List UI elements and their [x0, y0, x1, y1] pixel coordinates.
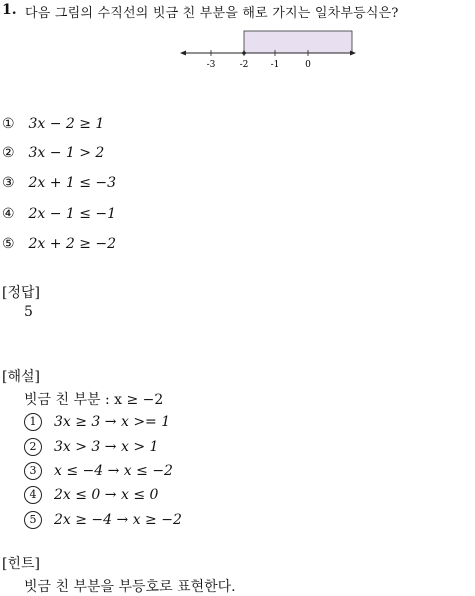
arrow-right-icon — [350, 51, 356, 56]
option-mark: ② — [2, 145, 15, 161]
solution-text: 3x > 3 → x > 1 — [54, 439, 159, 455]
question-number: 1. — [2, 2, 17, 18]
tick-label: 0 — [305, 60, 311, 70]
solution-number: 3 — [24, 462, 42, 480]
option-expression: 2x − 1 ≤ −1 — [28, 206, 117, 222]
solution-number: 1 — [24, 413, 42, 431]
solution-row — [24, 511, 182, 529]
solution-number: 5 — [24, 511, 42, 529]
option-mark: ① — [2, 116, 15, 132]
option-expression: 2x + 1 ≤ −3 — [28, 175, 117, 191]
solution-text: x ≤ −4 → x ≤ −2 — [54, 463, 173, 479]
solution-text: 2x ≤ 0 → x ≤ 0 — [54, 487, 159, 503]
option-5[interactable] — [2, 236, 116, 252]
tick-label: -1 — [270, 60, 280, 70]
number-line — [178, 28, 358, 72]
option-mark: ③ — [2, 175, 15, 191]
option-2[interactable] — [2, 145, 104, 161]
explanation-heading: [해설] — [2, 369, 40, 385]
option-mark: ④ — [2, 206, 15, 222]
solution-row — [24, 413, 170, 431]
answer-heading: [정답] — [2, 285, 40, 301]
solution-text: 3x ≥ 3 → x >= 1 — [54, 414, 171, 430]
option-expression: 3x − 2 ≥ 1 — [28, 116, 105, 132]
solution-number: 2 — [24, 438, 42, 456]
option-expression: 3x − 1 > 2 — [28, 145, 105, 161]
hint-text: 빗금 친 부분을 부등호로 표현한다. — [24, 579, 236, 595]
solution-row — [24, 486, 158, 504]
option-1[interactable] — [2, 116, 104, 132]
solution-text: 2x ≥ −4 → x ≥ −2 — [54, 512, 182, 528]
solution-row — [24, 438, 158, 456]
option-4[interactable] — [2, 206, 116, 222]
explanation-intro: 빗금 친 부분 : x ≥ −2 — [24, 392, 164, 408]
boundary-point — [242, 51, 246, 55]
arrow-left-icon — [180, 51, 186, 56]
hint-heading: [힌트] — [2, 556, 40, 572]
solution-number: 4 — [24, 486, 42, 504]
tick-label: -2 — [239, 60, 249, 70]
option-mark: ⑤ — [2, 236, 15, 252]
tick-label: -3 — [206, 60, 216, 70]
question-text: 다음 그림의 수직선의 빗금 친 부분을 해로 가지는 일차부등식은? — [25, 6, 399, 21]
answer-value: 5 — [24, 304, 33, 320]
option-3[interactable] — [2, 175, 116, 191]
solution-row — [24, 462, 173, 480]
shaded-region — [244, 31, 352, 53]
option-expression: 2x + 2 ≥ −2 — [28, 236, 117, 252]
